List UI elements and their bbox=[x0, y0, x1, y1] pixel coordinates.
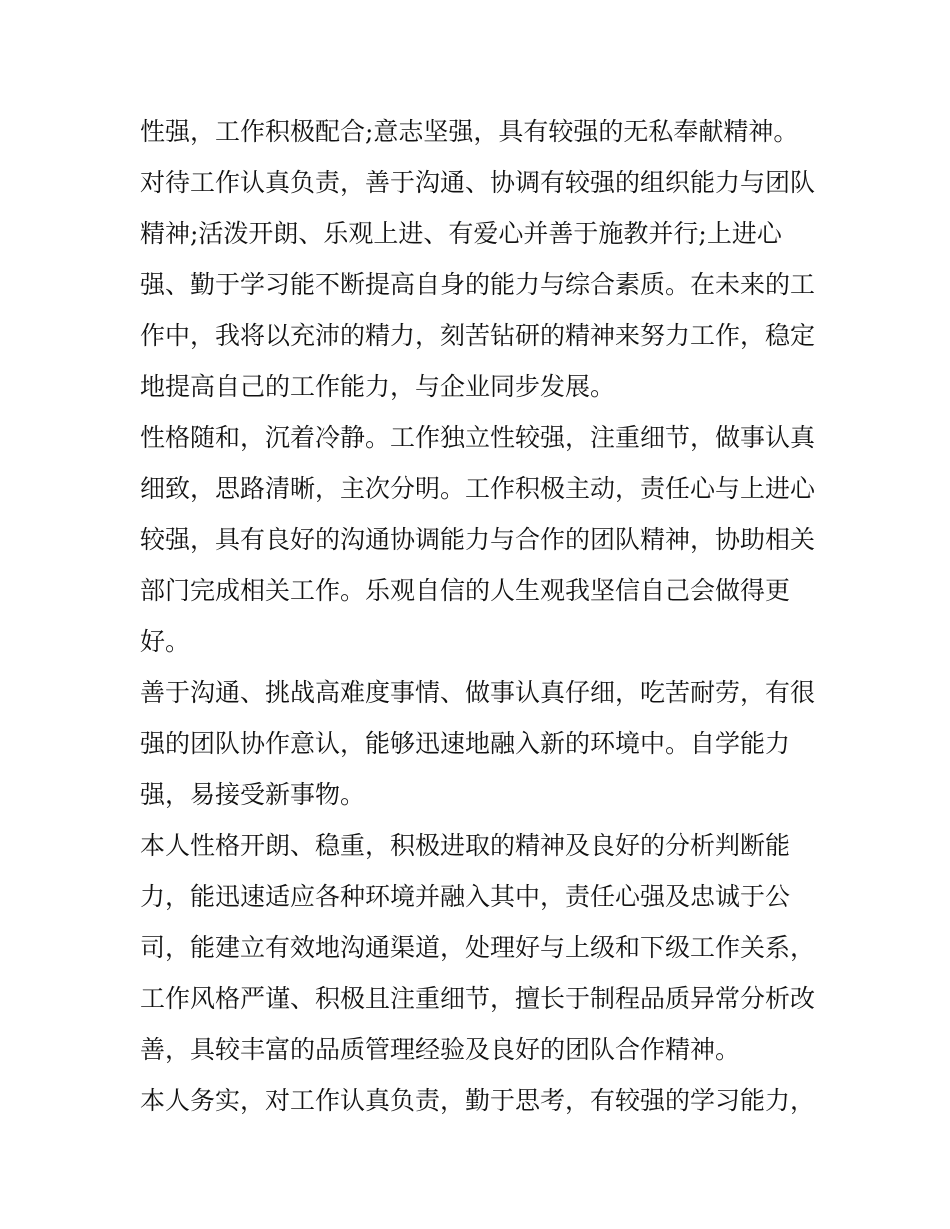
text-line: 司，能建立有效地沟通渠道，处理好与上级和下级工作关系， bbox=[140, 933, 816, 962]
text-line: 作中，我将以充沛的精力，刻苦钻研的精神来努力工作，稳定 bbox=[140, 321, 816, 350]
text-line: 善于沟通、挑战高难度事情、做事认真仔细，吃苦耐劳，有很 bbox=[140, 678, 816, 707]
text-line: 强的团队协作意认，能够迅速地融入新的环境中。自学能力 bbox=[140, 729, 791, 758]
text-line: 性强，工作积极配合;意志坚强，具有较强的无私奉献精神。 bbox=[140, 117, 799, 146]
text-line: 善，具较丰富的品质管理经验及良好的团队合作精神。 bbox=[140, 1035, 741, 1064]
text-line: 精神;活泼开朗、乐观上进、有爱心并善于施教并行;上进心 bbox=[140, 219, 782, 248]
text-line: 本人性格开朗、稳重，积极进取的精神及良好的分析判断能 bbox=[140, 831, 791, 860]
text-line: 好。 bbox=[140, 627, 191, 656]
text-line: 地提高自己的工作能力，与企业同步发展。 bbox=[140, 372, 616, 401]
text-line: 工作风格严谨、积极且注重细节，擅长于制程品质异常分析改 bbox=[140, 984, 816, 1013]
text-line: 较强，具有良好的沟通协调能力与合作的团队精神，协助相关 bbox=[140, 525, 816, 554]
document-body bbox=[140, 106, 830, 1126]
text-line: 细致，思路清晰，主次分明。工作积极主动，责任心与上进心 bbox=[140, 474, 816, 503]
text-line: 本人务实，对工作认真负责，勤于思考，有较强的学习能力， bbox=[140, 1086, 816, 1115]
text-line: 部门完成相关工作。乐观自信的人生观我坚信自己会做得更 bbox=[140, 576, 791, 605]
text-line: 强、勤于学习能不断提高自身的能力与综合素质。在未来的工 bbox=[140, 270, 816, 299]
text-line: 力，能迅速适应各种环境并融入其中，责任心强及忠诚于公 bbox=[140, 882, 791, 911]
text-line: 强，易接受新事物。 bbox=[140, 780, 366, 809]
text-line: 性格随和，沉着冷静。工作独立性较强，注重细节，做事认真 bbox=[140, 423, 816, 452]
text-line: 对待工作认真负责，善于沟通、协调有较强的组织能力与团队 bbox=[140, 168, 816, 197]
